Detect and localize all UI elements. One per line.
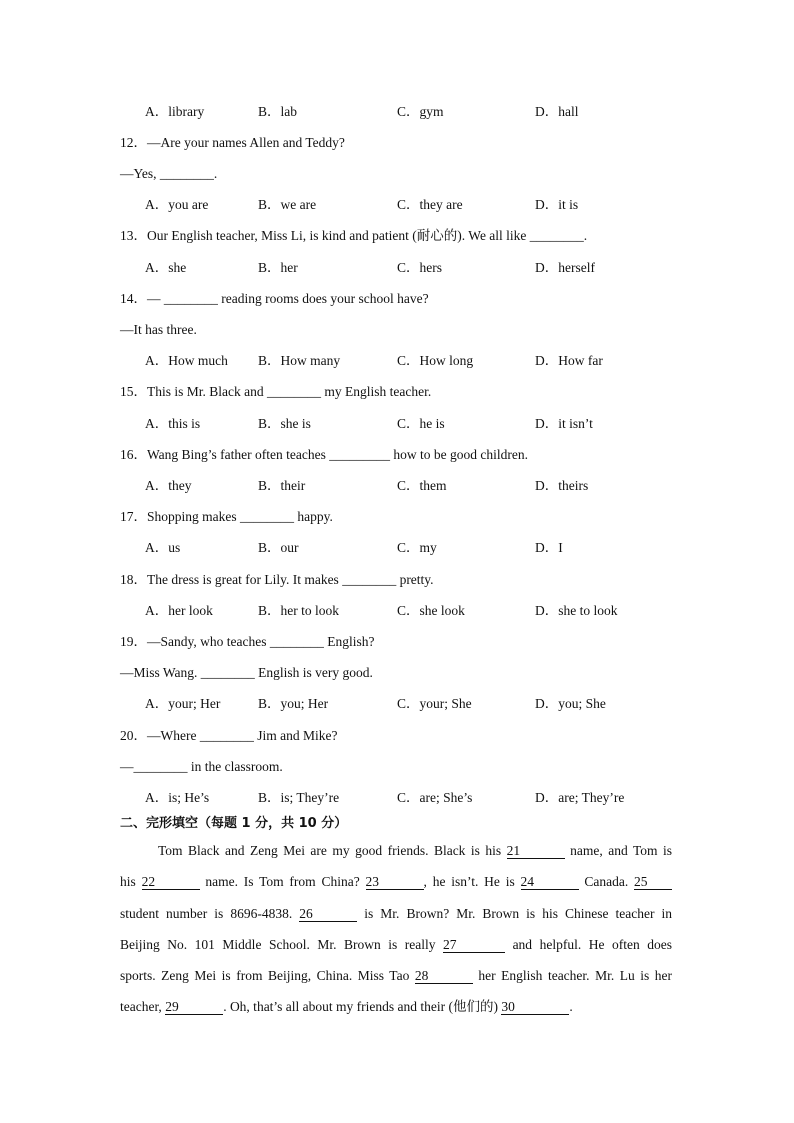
q14-option-a: A．How much — [145, 353, 228, 368]
blank-21[interactable]: 21 — [507, 843, 565, 859]
q12-options — [145, 196, 665, 214]
q12-stem: 12．—Are your names Allen and Teddy? — [120, 135, 345, 150]
blank-22[interactable]: 22 — [142, 874, 200, 890]
q14-option-b: B．How many — [258, 353, 341, 368]
q19-reply: —Miss Wang. ________ English is very good. — [120, 665, 373, 680]
q11-option-d: D．hall — [535, 104, 579, 119]
q18-option-a: A．her look — [145, 603, 213, 618]
q16-option-c: C．them — [397, 478, 447, 493]
passage-text: sports. Zeng Mei is from Beijing, China. Miss Tao — [120, 968, 415, 984]
blank-25[interactable]: 25 — [634, 874, 672, 890]
q19-stem: 19．—Sandy, who teaches ________ English? — [120, 634, 375, 649]
q11-option-c: C．gym — [397, 104, 444, 119]
q17-option-b: B．our — [258, 540, 299, 555]
q13-option-a: A．she — [145, 260, 187, 275]
q14-reply: —It has three. — [120, 322, 197, 337]
q19-option-c: C．your; She — [397, 696, 472, 711]
q15-stem: 15．This is Mr. Black and ________ my English teacher. — [120, 384, 432, 399]
passage-text: . Oh, that’s all about my friends and their (他们的) — [223, 999, 502, 1015]
blank-28[interactable]: 28 — [415, 968, 473, 984]
passage-line — [120, 842, 672, 873]
q14-option-c: C．How long — [397, 353, 474, 368]
q15-option-b: B．she is — [258, 416, 311, 431]
q15-option-a: A．this is — [145, 416, 201, 431]
passage-text: name. Is Tom from China? — [199, 874, 366, 890]
q20-stem: 20．—Where ________ Jim and Mike? — [120, 728, 338, 743]
passage-line — [120, 967, 672, 998]
q19-option-a: A．your; Her — [145, 696, 221, 711]
q20-options — [145, 789, 665, 807]
q19-option-d: D．you; She — [535, 696, 606, 711]
q17-options — [145, 539, 665, 557]
passage-text: Beijing No. 101 Middle School. Mr. Brown is really — [120, 936, 444, 952]
q14-options — [145, 352, 665, 370]
passage-line — [120, 873, 672, 904]
cloze-passage — [120, 842, 672, 1030]
blank-27[interactable]: 27 — [443, 937, 505, 953]
q16-stem: 16．Wang Bing’s father often teaches _________ how to be good children. — [120, 447, 528, 462]
q11-option-a: A．library — [145, 104, 205, 119]
q18-stem: 18．The dress is great for Lily. It makes ________ pretty. — [120, 572, 434, 587]
blank-26[interactable]: 26 — [299, 906, 357, 922]
q16-option-d: D．theirs — [535, 478, 589, 493]
q19-options — [145, 695, 665, 713]
q13-stem: 13．Our English teacher, Miss Li, is kind and patient (耐心的). We all like ________. — [120, 228, 588, 243]
blank-24[interactable]: 24 — [521, 874, 579, 890]
q13-option-b: B．her — [258, 260, 298, 275]
passage-line — [120, 936, 672, 967]
passage-line — [120, 905, 672, 936]
q17-option-a: A．us — [145, 540, 181, 555]
q16-option-b: B．their — [258, 478, 306, 493]
q11-options — [145, 103, 665, 121]
q19-option-b: B．you; Her — [258, 696, 329, 711]
q12-reply: —Yes, ________. — [120, 166, 218, 181]
q18-option-c: C．she look — [397, 603, 465, 618]
passage-text: . — [569, 999, 573, 1015]
q13-option-d: D．herself — [535, 260, 595, 275]
q18-option-d: D．she to look — [535, 603, 618, 618]
q12-option-c: C．they are — [397, 197, 463, 212]
blank-23[interactable]: 23 — [366, 874, 424, 890]
passage-text: and helpful. He often does — [505, 936, 672, 952]
q17-option-d: D．I — [535, 540, 563, 555]
q20-option-b: B．is; They’re — [258, 790, 340, 805]
q13-options — [145, 259, 665, 277]
passage-text: teacher, — [120, 999, 166, 1015]
q17-stem: 17．Shopping makes ________ happy. — [120, 509, 333, 524]
q11-option-b: B．lab — [258, 104, 297, 119]
blank-29[interactable]: 29 — [165, 999, 223, 1015]
q13-option-c: C．hers — [397, 260, 442, 275]
q18-options — [145, 602, 665, 620]
passage-text: name, and Tom is — [564, 843, 672, 858]
passage-text: , he isn’t. He is — [423, 874, 521, 890]
q20-option-c: C．are; She’s — [397, 790, 473, 805]
passage-text: her English teacher. Mr. Lu is her — [472, 968, 673, 984]
q14-option-d: D．How far — [535, 353, 603, 368]
passage-text: Tom Black and Zeng Mei are my good friends. Black is his — [158, 843, 507, 858]
q15-options — [145, 415, 665, 433]
q15-option-d: D．it isn’t — [535, 416, 593, 431]
q17-option-c: C．my — [397, 540, 437, 555]
q18-option-b: B．her to look — [258, 603, 339, 618]
passage-text: is Mr. Brown? Mr. Brown is his Chinese teacher in — [357, 905, 672, 921]
q12-option-d: D．it is — [535, 197, 579, 212]
q15-option-c: C．he is — [397, 416, 445, 431]
q16-options — [145, 477, 665, 495]
passage-text: Canada. — [578, 874, 635, 890]
q12-option-a: A．you are — [145, 197, 209, 212]
passage-line — [120, 998, 672, 1029]
passage-text: student number is 8696-4838. — [120, 905, 300, 921]
q14-stem: 14．— ________ reading rooms does your school have? — [120, 291, 429, 306]
passage-text: his — [120, 874, 142, 890]
q20-option-a: A．is; He’s — [145, 790, 210, 805]
q16-option-a: A．they — [145, 478, 192, 493]
section-heading: 二、完形填空（每题 1 分，共 10 分） — [120, 816, 348, 831]
blank-30[interactable]: 30 — [501, 999, 569, 1015]
q20-reply: —________ in the classroom. — [120, 759, 283, 774]
q12-option-b: B．we are — [258, 197, 317, 212]
q20-option-d: D．are; They’re — [535, 790, 625, 805]
